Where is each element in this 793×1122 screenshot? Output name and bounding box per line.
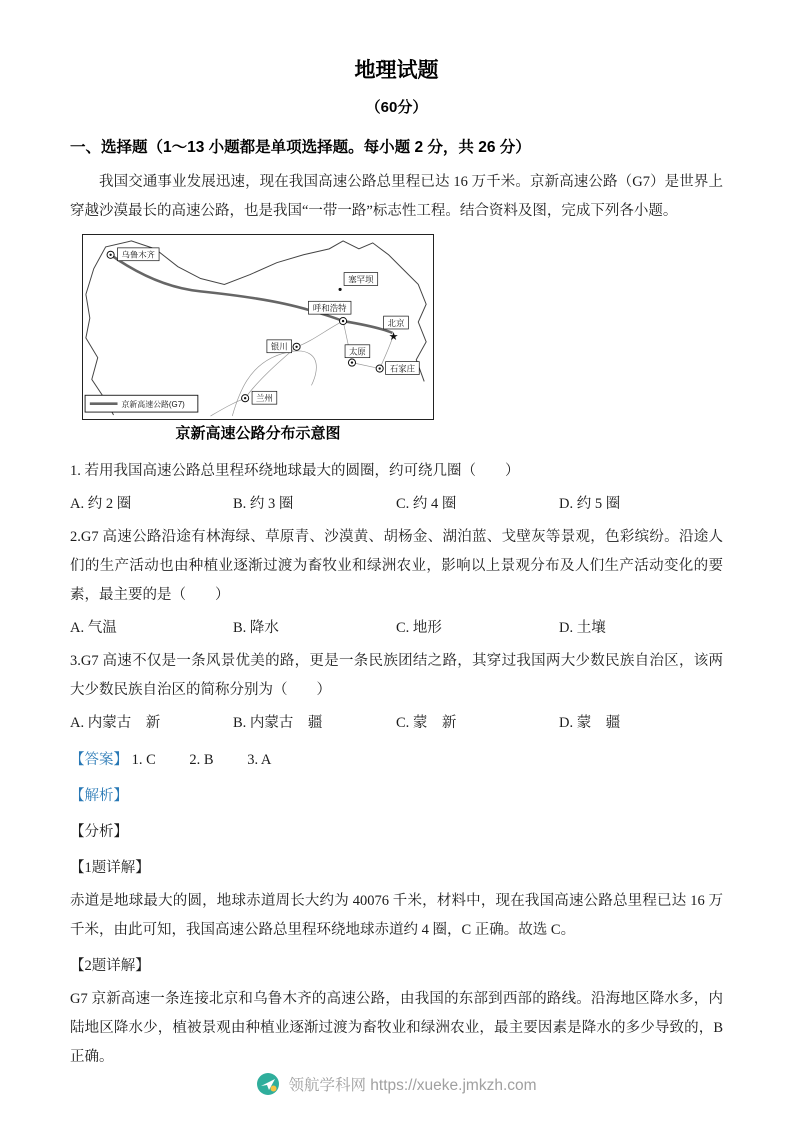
answer-item-2: 2. B — [189, 752, 214, 768]
page-title: 地理试题 — [354, 59, 439, 82]
jiexi-label: 【解析】 — [70, 788, 128, 804]
option-2-a: A. 气温 — [70, 620, 117, 636]
g7-route-map — [82, 234, 434, 420]
city-lanzhou — [242, 391, 277, 404]
option-3-d: D. 蒙 疆 — [559, 715, 621, 731]
fenxi-label: 【分析】 — [70, 824, 128, 840]
city-huhehaote — [308, 301, 351, 324]
city-label: 乌鲁木齐 — [121, 249, 156, 260]
map-caption: 京新高速公路分布示意图 — [175, 425, 341, 442]
watermark-footer — [0, 1072, 793, 1096]
legend-label: 京新高速公路(G7) — [121, 400, 185, 410]
city-beijing — [384, 316, 409, 343]
city-marker-dot — [244, 397, 246, 399]
option-1-b: B. 约 3 圈 — [233, 496, 294, 512]
city-label: 石家庄 — [389, 363, 416, 374]
question-3-options — [70, 709, 723, 738]
question-2-options — [70, 614, 723, 643]
city-label: 太原 — [349, 346, 366, 357]
detail-2-label: 【2题详解】 — [70, 958, 150, 974]
place-label: 塞罕坝 — [348, 274, 374, 285]
question-2-stem: 2.G7 高速公路沿途有林海绿、草原青、沙漠黄、胡杨金、湖泊蓝、戈壁灰等景观，色彩缤纷。沿途人们的生产活动也由种植业逐渐过渡为畜牧业和绿洲农业，影响以上景观分布及人们生产活动变化的要素，最主要的是（ ） — [70, 529, 723, 603]
detail-2-text: G7 京新高速一条连接北京和乌鲁木齐的高速公路，由我国的东部到西部的路线。沿海地区降水多，内陆地区降水少，植被景观由种植业逐渐过渡为畜牧业和绿洲农业，最主要因素是降水的多少导致的，B 正确。 — [70, 991, 723, 1065]
option-3-c: C. 蒙 新 — [396, 715, 457, 731]
question-3-stem: 3.G7 高速不仅是一条风景优美的路，更是一条民族团结之路，其穿过我国两大少数民族自治区，该两大少数民族自治区的简称分别为（ ） — [70, 653, 723, 698]
question-1-options — [70, 490, 723, 519]
city-taiyuan — [345, 345, 370, 366]
place-saihanba — [339, 273, 378, 291]
city-marker-dot — [378, 367, 380, 369]
answer-item-1: 1. C — [131, 752, 156, 768]
city-label: 北京 — [387, 318, 405, 329]
option-2-b: B. 降水 — [233, 620, 279, 636]
city-label: 兰州 — [256, 393, 273, 404]
watermark-text: 领航学科网 https://xueke.jmkzh.com — [288, 1077, 537, 1094]
city-marker-dot — [295, 346, 297, 348]
detail-1-text: 赤道是地球最大的圆，地球赤道周长大约为 40076 千米，材料中，现在我国高速公路总里程已达 16 万千米，由此可知，我国高速公路总里程环绕地球赤道约 4 圈，C 正确。故选 C。 — [70, 893, 723, 938]
xueke-logo-icon — [256, 1072, 280, 1096]
detail-1-label: 【1题详解】 — [70, 860, 150, 876]
answer-line — [70, 746, 723, 775]
option-3-a: A. 内蒙古 新 — [70, 715, 161, 731]
answer-item-3: 3. A — [247, 752, 272, 768]
city-shijiazhuang — [376, 362, 419, 375]
place-marker-dot — [339, 288, 342, 291]
map-block — [82, 234, 434, 445]
city-label: 银川 — [270, 341, 288, 352]
map-legend — [85, 395, 198, 412]
option-3-b: B. 内蒙古 疆 — [233, 715, 323, 731]
option-1-d: D. 约 5 圈 — [559, 496, 621, 512]
answer-label: 【答案】 — [70, 752, 128, 768]
score-subtitle: （60分） — [365, 99, 428, 116]
capital-star-icon: ★ — [388, 330, 399, 343]
intro-paragraph: 我国交通事业发展迅速，现在我国高速公路总里程已达 16 万千米。京新高速公路（G7）是世界上穿越沙漠最长的高速公路，也是我国“一带一路”标志性工程。结合资料及图，完成下列各小题。 — [70, 174, 723, 219]
section-heading: 一、选择题（1～13 小题都是单项选择题。每小题 2 分，共 26 分） — [70, 139, 531, 156]
city-label: 呼和浩特 — [312, 303, 347, 314]
city-marker-dot — [351, 361, 353, 363]
option-1-c: C. 约 4 圈 — [396, 496, 457, 512]
city-marker-dot — [342, 320, 344, 322]
option-1-a: A. 约 2 圈 — [70, 496, 132, 512]
city-marker-dot — [109, 254, 111, 256]
option-2-d: D. 土壤 — [559, 620, 606, 636]
option-2-c: C. 地形 — [396, 620, 442, 636]
g7-highway-line — [111, 255, 393, 333]
inner-boundary-lines — [211, 321, 394, 416]
question-1-stem: 1. 若用我国高速公路总里程环绕地球最大的圆圈，约可绕几圈（ ） — [70, 463, 520, 479]
